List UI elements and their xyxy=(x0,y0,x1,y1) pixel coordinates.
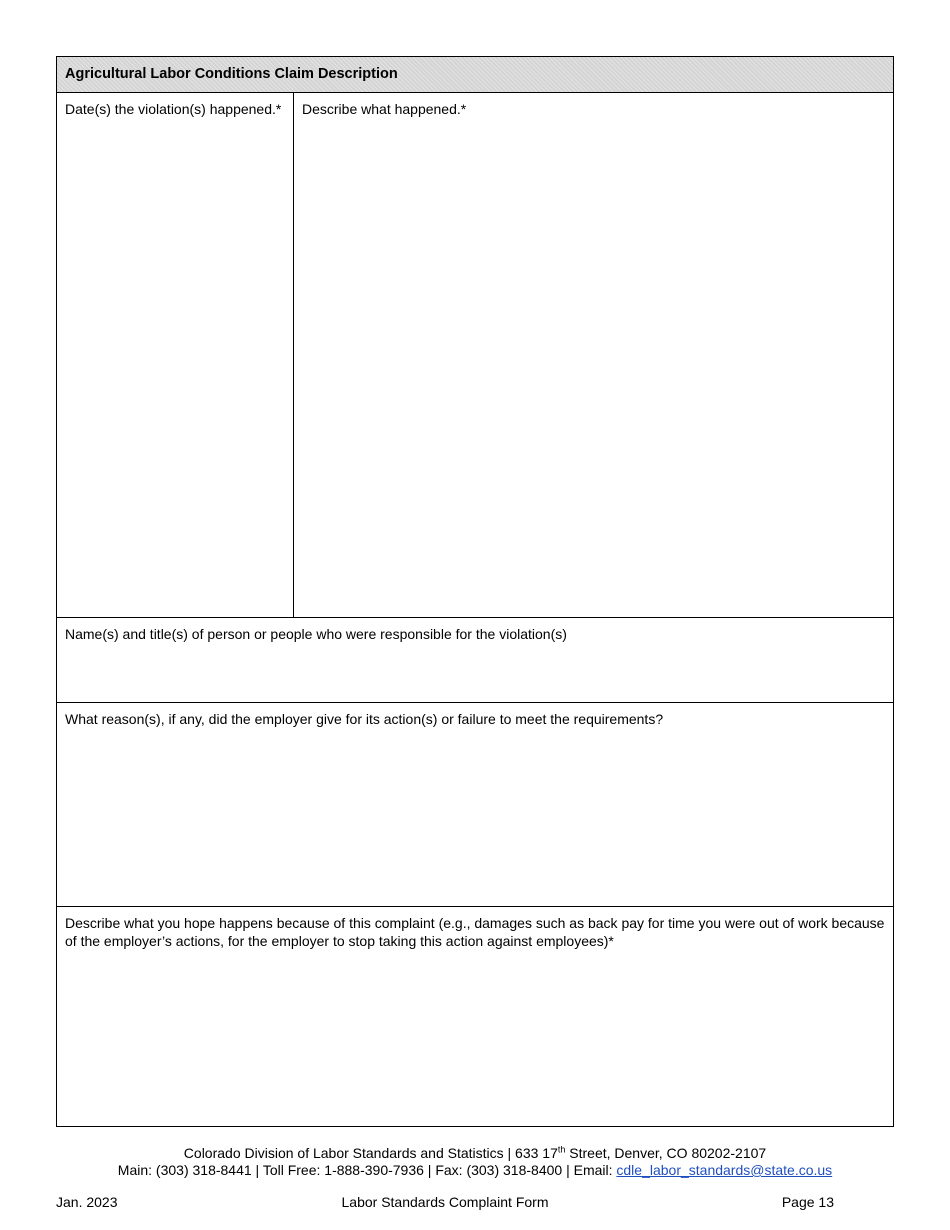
email-link[interactable]: cdle_labor_standards@state.co.us xyxy=(616,1162,833,1178)
employer-reasons-label: What reason(s), if any, did the employer give for its action(s) or failure to meet the requirements? xyxy=(65,711,664,727)
section-title: Agricultural Labor Conditions Claim Description xyxy=(65,66,398,82)
describe-field[interactable] xyxy=(294,93,893,617)
responsible-names-label: Name(s) and title(s) of person or people who were responsible for the violation(s) xyxy=(65,626,567,642)
footer-address xyxy=(0,1145,950,1162)
page-footer-bar xyxy=(56,1194,834,1212)
dates-description-row xyxy=(57,93,893,618)
page-number: Page 13 xyxy=(781,1194,834,1210)
dates-label: Date(s) the violation(s) happened.* xyxy=(65,101,282,117)
footer-date: Jan. 2023 xyxy=(56,1194,118,1210)
responsible-names-field[interactable] xyxy=(57,618,893,703)
footer-contact xyxy=(0,1162,950,1179)
dates-field[interactable] xyxy=(57,93,294,617)
footer-address-sup: th xyxy=(557,1144,566,1155)
footer-address-prefix: Colorado Division of Labor Standards and Statistics | 633 17 xyxy=(183,1145,558,1161)
footer-address-suffix: Street, Denver, CO 80202-2107 xyxy=(565,1145,767,1161)
claim-description-table xyxy=(56,56,894,1127)
section-header xyxy=(57,57,893,93)
desired-outcome-label: Describe what you hope happens because of this complaint (e.g., damages such as back pay for time you were out of work because of the employer’s actions, for the employer to stop taking this action against employees)* xyxy=(65,915,885,949)
desired-outcome-field[interactable] xyxy=(57,907,893,1126)
footer-form-name: Labor Standards Complaint Form xyxy=(341,1194,549,1210)
describe-label: Describe what happened.* xyxy=(302,101,467,117)
employer-reasons-field[interactable] xyxy=(57,703,893,907)
footer-contact-text: Main: (303) 318-8441 | Toll Free: 1-888-390-7936 | Fax: (303) 318-8400 | Email: xyxy=(117,1162,617,1178)
